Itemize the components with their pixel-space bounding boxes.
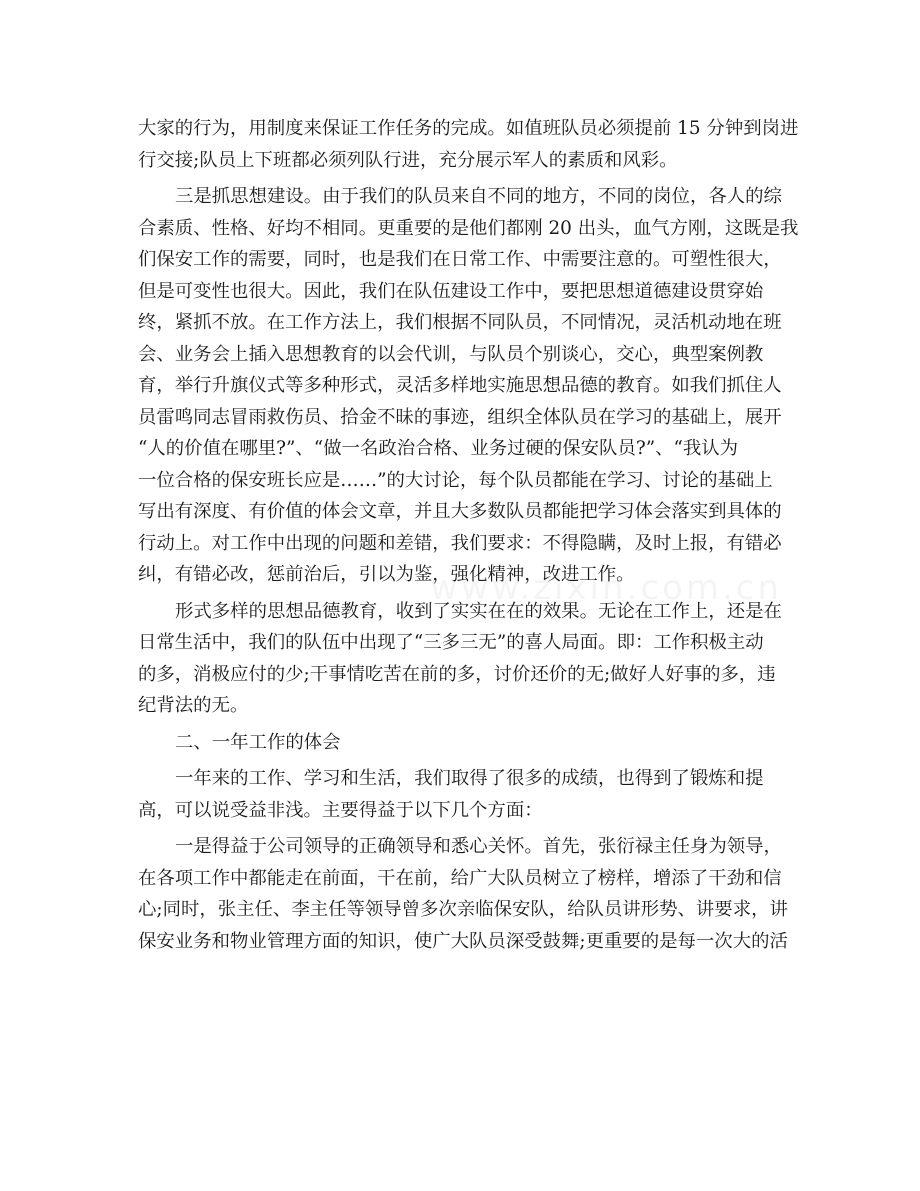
text-line: 行交接;队员上下班都必须列队行进，充分展示军人的素质和风彩。 [138, 149, 678, 171]
text-line: 的多，消极应付的少;干事情吃苦在前的多，讨价还价的无;做好人好事的多，违 [138, 663, 776, 685]
text-line: 纪背法的无。 [138, 695, 249, 716]
text-line: 保安业务和物业管理方面的知识，使广大队员深受鼓舞;更重要的是每一次大的活 [138, 930, 788, 952]
text-line: 纠，有错必改，惩前治后，引以为鉴，强化精神，改进工作。 [138, 564, 635, 585]
text-line: 育，举行升旗仪式等多种形式，灵活多样地实施思想品德的教育。如我们抓住人 [138, 375, 782, 396]
text-line: 形式多样的思想品德教育，收到了实实在在的效果。无论在工作上，还是在 [175, 600, 782, 622]
text-line: 一位合格的保安班长应是……”的大讨论，每个队员都能在学习、讨论的基础上 [138, 469, 773, 491]
text-line: 合素质、性格、好均不相同。更重要的是他们都刚 20 出头，血气方刚，这既是我 [138, 217, 799, 239]
text-line: 二、一年工作的体会 [175, 731, 341, 753]
text-line: 大家的行为，用制度来保证工作任务的完成。如值班队员必须提前 15 分钟到岗进 [138, 118, 799, 139]
text-line: “人的价值在哪里?”、“做一名政治合格、业务过硬的保安队员?”、“我认为 [138, 438, 739, 459]
paragraph [138, 596, 782, 722]
text-line: 日常生活中，我们的队伍中出现了“三多三无”的喜人局面。即：工作积极主动 [138, 632, 764, 653]
text-line: 心;同时，张主任、李主任等领导曾多次亲临保安队，给队员讲形势、讲要求，讲 [138, 899, 788, 920]
document-body [138, 113, 799, 957]
text-line: 一是得益于公司领导的正确领导和悉心关怀。首先，张衍禄主任身为领导， [175, 836, 782, 857]
text-line: 三是抓思想建设。由于我们的队员来自不同的地方，不同的岗位，各人的综 [175, 186, 782, 207]
text-line: 终，紧抓不放。在工作方法上，我们根据不同队员，不同情况，灵活机动地在班 [138, 312, 782, 333]
text-line: 员雷鸣同志冒雨救伤员、拾金不昧的事迹，组织全体队员在学习的基础上，展开 [138, 406, 782, 428]
paragraph [138, 727, 778, 759]
paragraph [138, 763, 778, 826]
text-line: 们保安工作的需要，同时，也是我们在日常工作、中需要注意的。可塑性很大， [138, 249, 782, 270]
text-line: 在各项工作中都能走在前面，干在前，给广大队员树立了榜样，增添了干劲和信 [138, 867, 782, 889]
text-line: 一年来的工作、学习和生活，我们取得了很多的成绩，也得到了锻炼和提 [175, 768, 764, 789]
paragraph [138, 181, 799, 591]
text-line: 会、业务会上插入思想教育的以会代训，与队员个别谈心，交心，典型案例教 [138, 343, 764, 365]
paragraph [138, 831, 788, 957]
text-line: 但是可变性也很大。因此，我们在队伍建设工作中，要把思想道德建设贯穿始 [138, 280, 764, 302]
text-line: 写出有深度、有价值的体会文章，并且大多数队员都能把学习体会落实到具体的 [138, 501, 782, 522]
text-line: 行动上。对工作中出现的问题和差错，我们要求：不得隐瞒，及时上报，有错必 [138, 532, 782, 554]
text-line: 高，可以说受益非浅。主要得益于以下几个方面： [138, 799, 543, 821]
paragraph [138, 113, 799, 176]
